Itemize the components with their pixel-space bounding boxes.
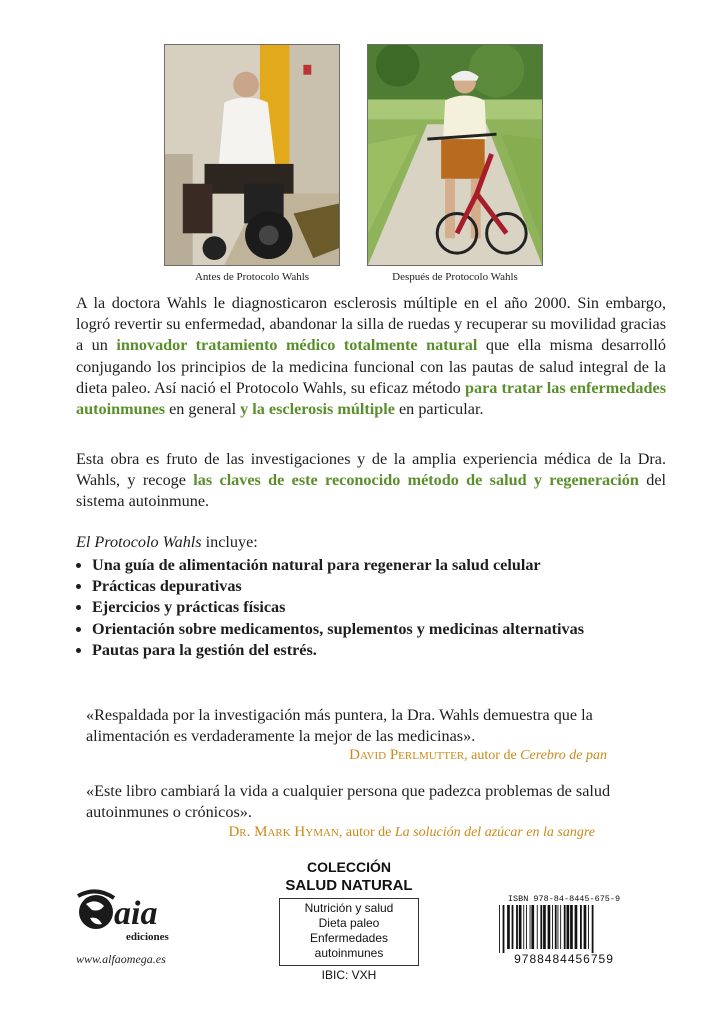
photo-after [367, 44, 543, 266]
barcode-bars [491, 905, 637, 953]
svg-text:ediciones: ediciones [126, 931, 169, 943]
highlight-ms: y la esclerosis múltiple [240, 400, 395, 419]
highlight-autoimmune: para tratar las enfermedades autoinmunes [76, 378, 666, 419]
isbn-label: ISBN 978-84-8445-675-9 [507, 894, 621, 904]
topic-item: Dieta paleo [318, 916, 380, 930]
highlight-natural-treatment: innovador tratamiento médico totalmente natural [116, 336, 478, 355]
topic-item: Enfermedades [309, 931, 389, 945]
quote-2-attribution: Dr. Mark Hyman, autor de La solución del azúcar en la sangre [228, 824, 595, 840]
publisher-logo [76, 888, 200, 944]
topic-item: autoinmunes [314, 946, 384, 960]
caption-before: Antes de Protocolo Wahls [194, 271, 310, 283]
photo-before [164, 44, 340, 266]
quote-1-attribution: David Perlmutter, autor de Cerebro de pan [349, 747, 607, 763]
ibic-code: IBIC: VXH [321, 968, 377, 982]
topic-item: Nutrición y salud [304, 901, 394, 915]
list-item: Orientación sobre medicamentos, suplementos y medicinas alternativas [76, 619, 584, 640]
description-paragraph-1: A la doctora Wahls le diagnosticaron esclerosis múltiple en el año 2000. Sin embargo, logró revertir su enfermedad, abandonar la silla de ruedas y recuperar su movilidad gracias a un innovador tratamiento médico totalmente natural que ella misma desarrolló conjugando los principios de la medicina funcional con las pautas de salud integral de la dieta paleo. Así nació el Protocolo Wahls, su eficaz método para tratar las enfermedades autoinmunes en general y la esclerosis múltiple en particular. [76, 294, 666, 419]
collection-label: COLECCIÓN [307, 859, 391, 875]
collection-name: SALUD NATURAL [285, 877, 413, 894]
svg-text:aia: aia [114, 895, 158, 932]
isbn-barcode [491, 894, 637, 966]
list-item: Ejercicios y prácticas físicas [76, 597, 584, 618]
description-paragraph-2: Esta obra es fruto de las investigaciones y de la amplia experiencia médica de la Dra. Wahls, y recoge las claves de este reconocido método de salud y regeneración del sistema autoinmune. [76, 450, 666, 511]
quote-2: «Este libro cambiará la vida a cualquier persona que padezca problemas de salud autoinmunes o crónicos». [86, 782, 611, 821]
publisher-website: www.alfaomega.es [76, 952, 166, 966]
list-item: Prácticas depurativas [76, 576, 584, 597]
caption-after: Después de Protocolo Wahls [392, 271, 518, 283]
quote-1: «Respaldada por la investigación más puntera, la Dra. Wahls demuestra que la alimentación es verdaderamente la mejor de las medicinas». [86, 706, 593, 745]
includes-intro: El Protocolo Wahls incluye: [76, 533, 258, 551]
ean-digits: 9788484456759 [514, 952, 614, 966]
list-item: Una guía de alimentación natural para regenerar la salud celular [76, 555, 584, 576]
includes-list [76, 555, 584, 661]
list-item: Pautas para la gestión del estrés. [76, 640, 584, 661]
highlight-keys: las claves de este reconocido método de salud y regeneración [193, 471, 639, 490]
collection-topics [279, 898, 419, 966]
